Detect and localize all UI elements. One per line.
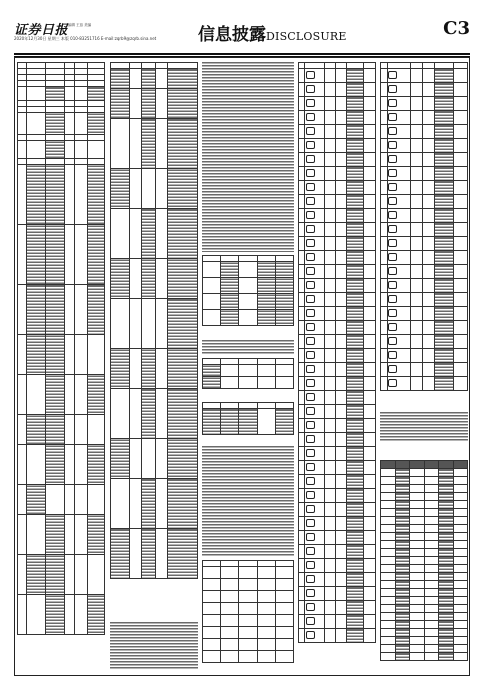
trademark-icon <box>306 603 315 611</box>
disclosure-table-left <box>17 62 105 672</box>
trademark-icon <box>306 365 315 373</box>
editor-credit: 编辑 王蕊 美编 <box>68 23 92 27</box>
trademark-icon <box>306 281 315 289</box>
announcement-text-mid <box>202 340 294 355</box>
trademark-icon <box>388 267 397 275</box>
trademark-icon <box>388 239 397 247</box>
trademark-icon <box>388 141 397 149</box>
trademark-icon <box>306 85 315 93</box>
trademark-icon <box>306 533 315 541</box>
trademark-icon <box>388 253 397 261</box>
trademark-icon <box>306 99 315 107</box>
trademark-table-right <box>380 62 468 412</box>
trademark-icon <box>306 435 315 443</box>
trademark-icon <box>306 505 315 513</box>
section-title <box>198 20 347 45</box>
trademark-icon <box>388 155 397 163</box>
inline-table-1 <box>202 255 294 335</box>
trademark-icon <box>388 323 397 331</box>
trademark-icon <box>306 211 315 219</box>
inline-table-4 <box>202 560 294 670</box>
inline-table-3 <box>202 402 294 442</box>
inline-table-2 <box>202 358 294 398</box>
trademark-icon <box>388 99 397 107</box>
trademark-icon <box>306 225 315 233</box>
trademark-icon <box>388 197 397 205</box>
trademark-icon <box>388 113 397 121</box>
trademark-icon <box>306 407 315 415</box>
trademark-icon <box>388 295 397 303</box>
trademark-icon <box>388 365 397 373</box>
trademark-icon <box>306 463 315 471</box>
page-number: C3 <box>443 18 470 39</box>
trademark-icon <box>306 127 315 135</box>
notes-text-middle <box>110 622 198 670</box>
trademark-icon <box>306 253 315 261</box>
trademark-icon <box>306 617 315 625</box>
notes-text-right <box>380 412 468 442</box>
trademark-icon <box>306 267 315 275</box>
trademark-icon <box>388 337 397 345</box>
trademark-icon <box>306 393 315 401</box>
trademark-icon <box>306 351 315 359</box>
header-rule <box>14 53 470 55</box>
trademark-icon <box>388 71 397 79</box>
trademark-icon <box>306 477 315 485</box>
trademark-icon <box>388 351 397 359</box>
issue-line: 2020年12月30日 星期三 本版 010-83251716 E-mail:zqrb9@zqrb.sina.net <box>14 36 157 41</box>
header-rule-thin <box>14 56 470 57</box>
trademark-icon <box>306 309 315 317</box>
summary-table-right <box>380 460 468 672</box>
section-title-en: DISCLOSURE <box>266 30 347 43</box>
trademark-icon <box>306 183 315 191</box>
trademark-icon <box>306 547 315 555</box>
trademark-icon <box>388 211 397 219</box>
trademark-icon <box>306 491 315 499</box>
trademark-icon <box>306 337 315 345</box>
page-header <box>8 16 476 56</box>
trademark-icon <box>388 225 397 233</box>
trademark-icon <box>306 141 315 149</box>
trademark-icon <box>388 281 397 289</box>
trademark-table-left <box>298 62 376 672</box>
trademark-icon <box>306 169 315 177</box>
trademark-icon <box>388 127 397 135</box>
disclosure-table-middle <box>110 62 198 622</box>
trademark-icon <box>306 323 315 331</box>
trademark-icon <box>306 155 315 163</box>
trademark-icon <box>306 71 315 79</box>
trademark-icon <box>306 561 315 569</box>
trademark-icon <box>306 113 315 121</box>
trademark-icon <box>306 379 315 387</box>
trademark-icon <box>306 295 315 303</box>
trademark-icon <box>306 631 315 639</box>
announcement-text-lower <box>202 446 294 556</box>
trademark-icon <box>388 379 397 387</box>
trademark-icon <box>306 519 315 527</box>
masthead-logo: 证券日报 <box>14 23 69 38</box>
trademark-icon <box>306 575 315 583</box>
trademark-icon <box>388 309 397 317</box>
section-title-cn: 信息披露 <box>198 25 266 45</box>
trademark-icon <box>306 197 315 205</box>
trademark-icon <box>388 169 397 177</box>
trademark-icon <box>306 589 315 597</box>
trademark-icon <box>388 85 397 93</box>
trademark-icon <box>306 449 315 457</box>
trademark-icon <box>306 239 315 247</box>
announcement-text-top <box>202 62 294 252</box>
trademark-icon <box>388 183 397 191</box>
trademark-icon <box>306 421 315 429</box>
